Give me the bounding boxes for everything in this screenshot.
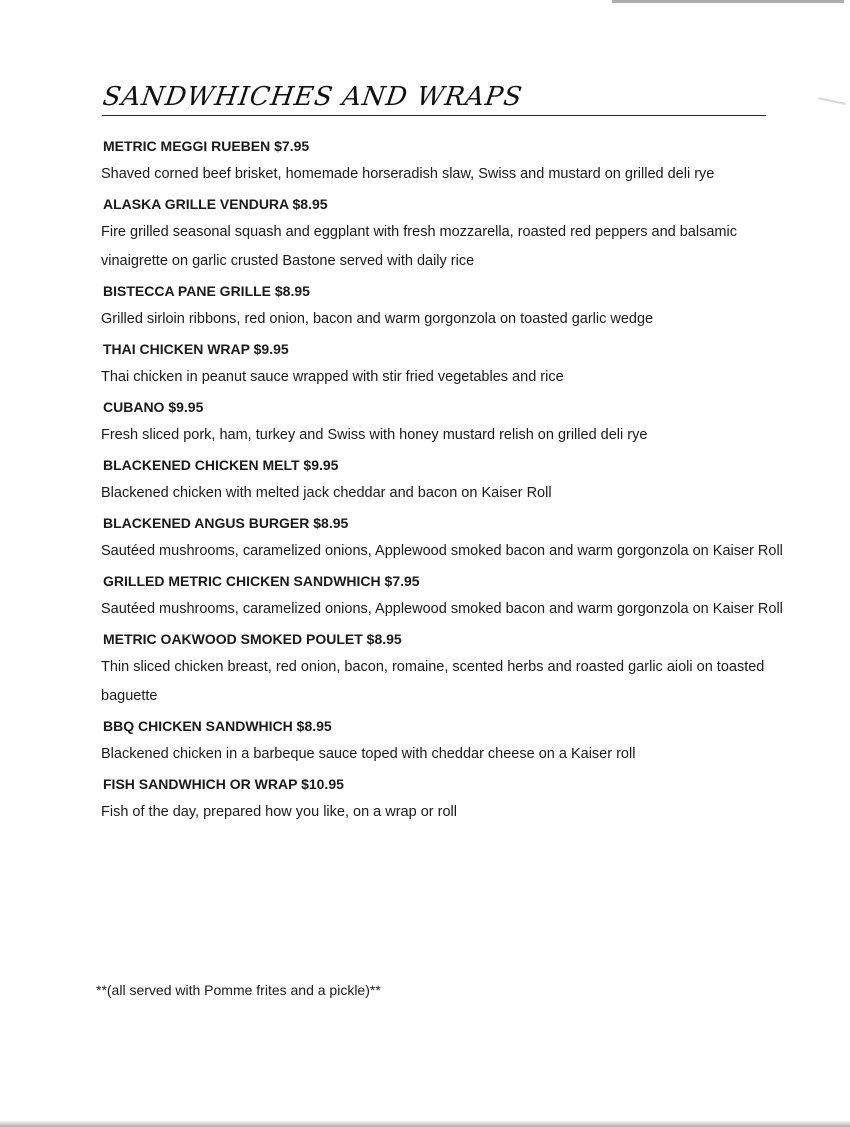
menu-item-description: Shaved corned beef brisket, homemade horseradish slaw, Swiss and mustard on grilled deli rye bbox=[101, 166, 715, 182]
menu-item bbox=[98, 136, 788, 189]
menu-item bbox=[98, 629, 788, 711]
menu-item-name: BISTECCA PANE GRILLE $8.95 bbox=[103, 283, 310, 299]
menu-item bbox=[98, 716, 788, 769]
menu-list bbox=[98, 136, 788, 832]
menu-item bbox=[98, 339, 788, 392]
menu-item bbox=[98, 194, 788, 276]
scan-mark-right bbox=[818, 97, 846, 105]
menu-item-name: METRIC MEGGI RUEBEN $7.95 bbox=[103, 138, 310, 154]
menu-item-name: METRIC OAKWOOD SMOKED POULET $8.95 bbox=[103, 631, 402, 647]
menu-item-name: THAI CHICKEN WRAP $9.95 bbox=[103, 341, 289, 357]
menu-item-description: Fire grilled seasonal squash and eggplant with fresh mozzarella, roasted red peppers and balsamic vinaigrette on garlic crusted Bastone served with daily rice bbox=[101, 224, 737, 269]
menu-item bbox=[98, 571, 788, 624]
menu-item-name: CUBANO $9.95 bbox=[103, 399, 204, 415]
menu-item-description: Blackened chicken in a barbeque sauce toped with cheddar cheese on a Kaiser roll bbox=[101, 746, 636, 762]
title-underline bbox=[102, 115, 766, 116]
scan-edge-bottom bbox=[0, 1120, 850, 1127]
menu-item-name: BLACKENED ANGUS BURGER $8.95 bbox=[103, 515, 349, 531]
menu-item bbox=[98, 455, 788, 508]
menu-item-description: Fresh sliced pork, ham, turkey and Swiss with honey mustard relish on grilled deli rye bbox=[101, 427, 648, 443]
menu-item bbox=[98, 281, 788, 334]
menu-item-description: Sautéed mushrooms, caramelized onions, Applewood smoked bacon and warm gorgonzola on Kaiser Roll bbox=[101, 601, 783, 617]
menu-item-description: Sautéed mushrooms, caramelized onions, Applewood smoked bacon and warm gorgonzola on Kaiser Roll bbox=[101, 543, 783, 559]
menu-item-description: Blackened chicken with melted jack cheddar and bacon on Kaiser Roll bbox=[101, 485, 552, 501]
menu-item-description: Thai chicken in peanut sauce wrapped with stir fried vegetables and rice bbox=[101, 369, 564, 385]
menu-item bbox=[98, 774, 788, 827]
menu-item-description: Thin sliced chicken breast, red onion, bacon, romaine, scented herbs and roasted garlic aioli on toasted baguette bbox=[101, 659, 765, 704]
menu-title: SANDWHICHES AND WRAPS bbox=[100, 82, 525, 112]
menu-item-name: ALASKA GRILLE VENDURA $8.95 bbox=[103, 196, 328, 212]
menu-item-name: GRILLED METRIC CHICKEN SANDWHICH $7.95 bbox=[103, 573, 420, 589]
menu-item-name: BBQ CHICKEN SANDWHICH $8.95 bbox=[103, 718, 332, 734]
menu-item-description: Fish of the day, prepared how you like, on a wrap or roll bbox=[101, 804, 457, 820]
menu-item bbox=[98, 397, 788, 450]
menu-footer-note: **(all served with Pomme frites and a pickle)** bbox=[96, 982, 381, 998]
menu-item-name: FISH SANDWHICH OR WRAP $10.95 bbox=[103, 776, 344, 792]
menu-item bbox=[98, 513, 788, 566]
menu-item-name: BLACKENED CHICKEN MELT $9.95 bbox=[103, 457, 339, 473]
menu-item-description: Grilled sirloin ribbons, red onion, bacon and warm gorgonzola on toasted garlic wedge bbox=[101, 311, 654, 327]
scan-edge-top bbox=[612, 0, 844, 3]
